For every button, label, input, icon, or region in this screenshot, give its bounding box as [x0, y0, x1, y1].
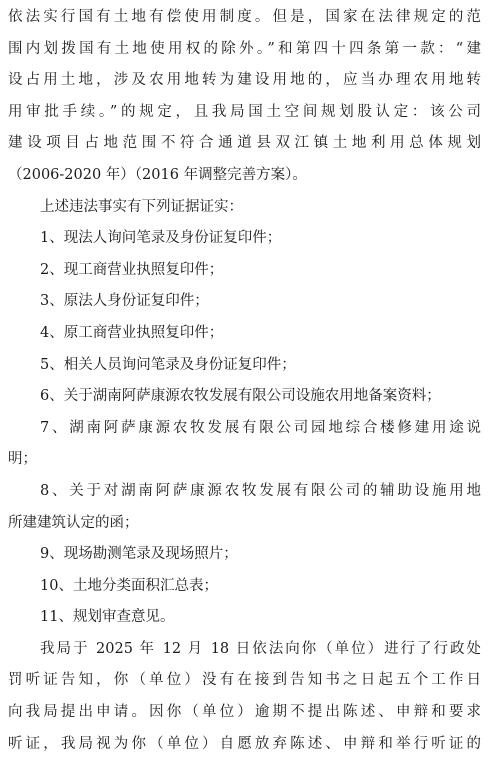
evidence-intro: 上述违法事实有下列证据证实： — [40, 198, 243, 215]
evidence-section — [8, 192, 481, 634]
evidence-item-continuation: 明； — [8, 451, 37, 468]
text-line: 依法实行国有土地有偿使用制度。但是，国家在法律规定的范 — [8, 9, 481, 25]
evidence-item: 1、现法人询问笔录及身份证复印件； — [40, 230, 282, 247]
evidence-item-continuation: 所建建筑认定的函； — [8, 514, 139, 531]
evidence-item: 8、关于对湖南阿萨康源农牧发展有限公司的辅助设施用地 — [40, 482, 481, 499]
paragraph-hearing-notice — [8, 634, 481, 760]
evidence-item: 9、现场勘测笔录及现场照片； — [40, 546, 238, 563]
evidence-item: 6、关于湖南阿萨康源农牧发展有限公司设施农用地备案资料； — [40, 388, 441, 405]
paragraph-legal-basis — [8, 2, 481, 192]
evidence-item: 7、湖南阿萨康源农牧发展有限公司园地综合楼修建用途说 — [40, 419, 481, 436]
text-line: 建设项目占地范围不符合通道县双江镇土地利用总体规划 — [8, 135, 481, 152]
evidence-item: 11、规划审查意见。 — [40, 609, 175, 626]
evidence-item: 3、原法人身份证复印件； — [40, 293, 209, 310]
text-line: 向我局提出申请。因你（单位）逾期不提出陈述、申辩和要求 — [8, 704, 481, 721]
text-line: 设占用土地，涉及农用地转为建设用地的，应当办理农用地转 — [8, 72, 481, 89]
evidence-item: 10、土地分类面积汇总表； — [40, 577, 218, 594]
text-line: 我局于 2025 年 12 月 18 日依法向你（单位）进行了行政处 — [40, 640, 481, 657]
evidence-item: 5、相关人员询问笔录及身份证复印件； — [40, 356, 296, 373]
evidence-item: 2、现工商营业执照复印件； — [40, 261, 224, 278]
text-line: 罚听证告知，你（单位）没有在接到告知书之日起五个工作日 — [8, 672, 481, 689]
text-line: 围内划拨国有土地使用权的除外。”和第四十四条第一款：“建 — [8, 40, 481, 57]
text-line: 用审批手续。”的规定，且我局国土空间规划股认定：该公司 — [8, 103, 481, 120]
evidence-item: 4、原工商营业执照复印件； — [40, 324, 224, 341]
text-line: （2006-2020 年）（2016 年调整完善方案）。 — [8, 166, 307, 183]
text-line: 听证，我局视为你（单位）自愿放弃陈述、申辩和举行听证的 — [8, 735, 481, 752]
